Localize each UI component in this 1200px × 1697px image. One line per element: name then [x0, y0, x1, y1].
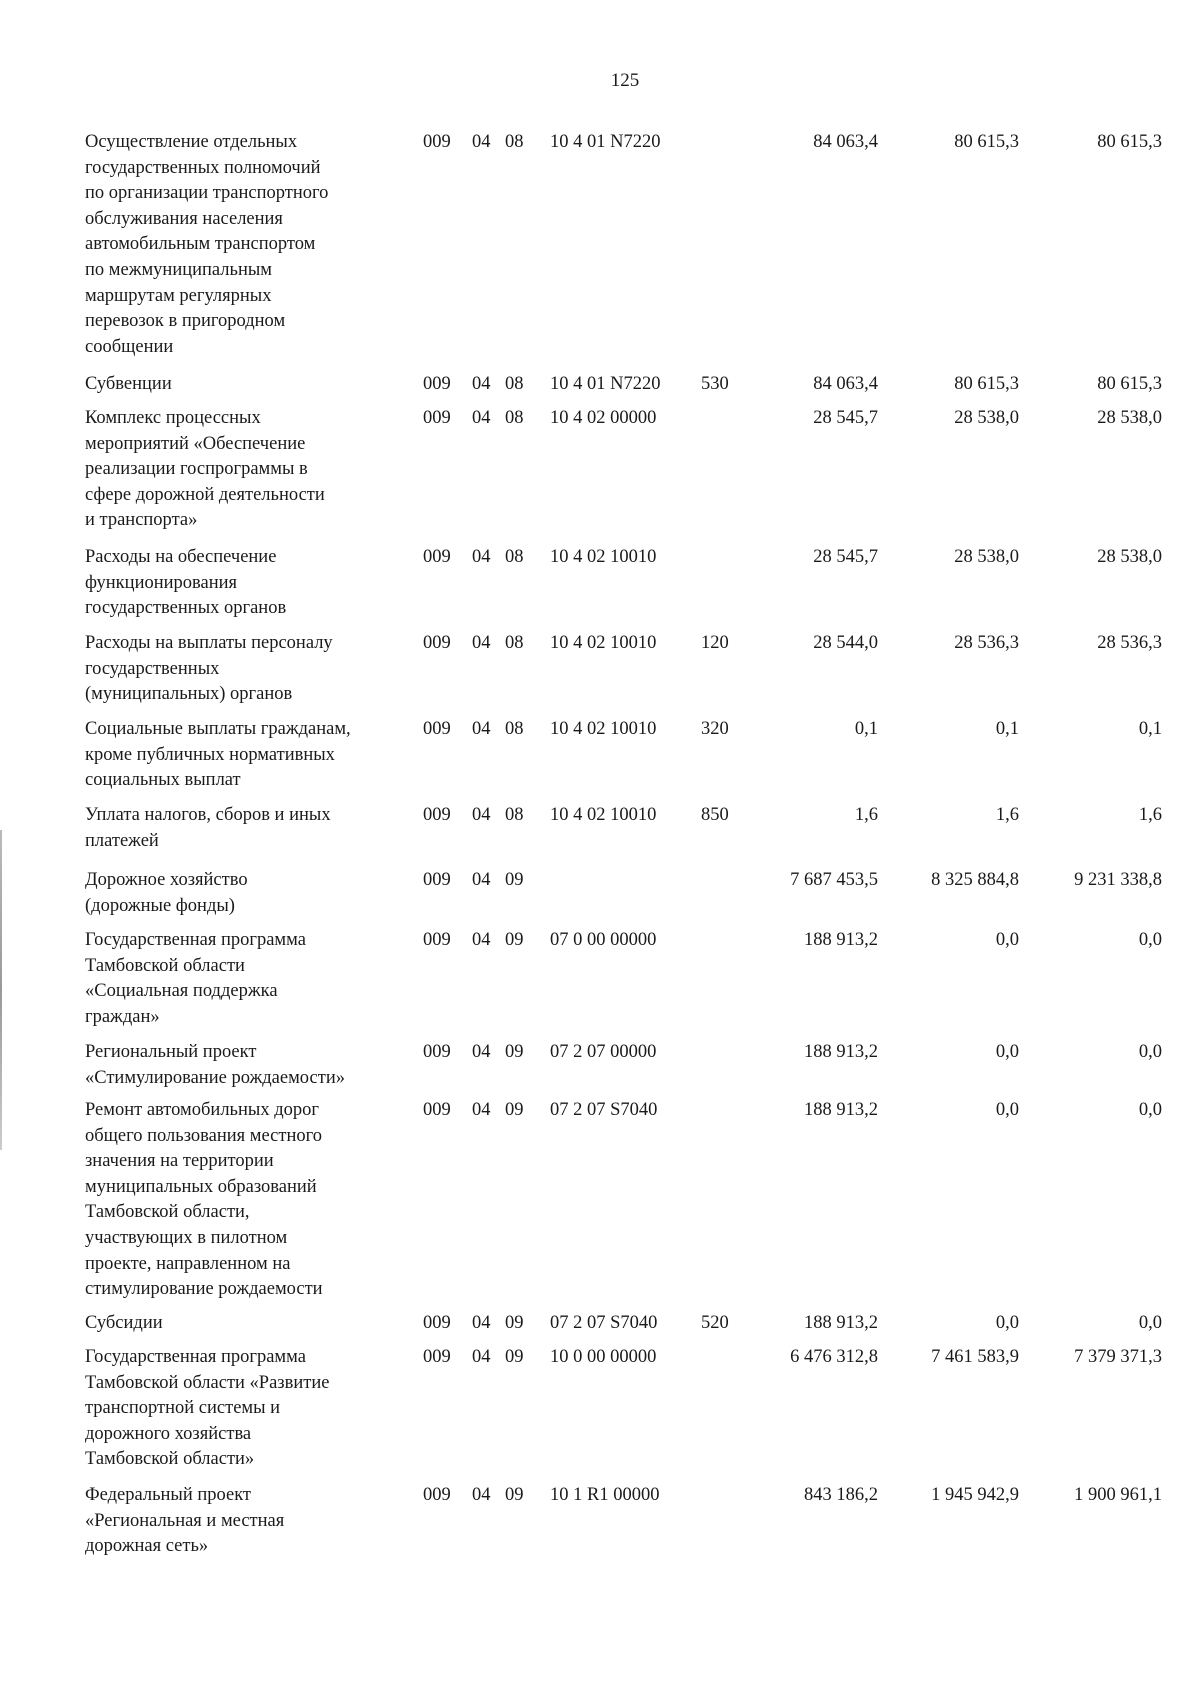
ved-code: 009: [423, 1100, 451, 1120]
section-code: 04: [472, 930, 491, 950]
row-name-line: автомобильным транспортом: [85, 234, 316, 255]
row-name-line: стимулирование рождаемости: [85, 1279, 323, 1300]
row-name-line: дорожная сеть»: [85, 1536, 209, 1557]
row-name-line: «Стимулирование рождаемости»: [85, 1067, 345, 1088]
row-name-line: Расходы на выплаты персоналу: [85, 633, 333, 653]
row-name-line: Расходы на обеспечение: [85, 547, 277, 567]
ved-code: 009: [423, 633, 451, 653]
row-name: [85, 545, 415, 622]
amount-year-2: 8 325 884,8: [931, 870, 1019, 890]
amount-year-2: 0,1: [995, 719, 1019, 739]
page-number: 125: [610, 70, 640, 91]
row-name-line: сообщении: [85, 336, 174, 357]
amount-year-1: 0,1: [854, 719, 878, 739]
row-name-line: реализации госпрограммы в: [85, 459, 308, 480]
ved-code: 009: [423, 547, 451, 567]
amount-year-3: 80 615,3: [1097, 374, 1162, 394]
amount-year-1: 84 063,4: [813, 132, 878, 152]
subsection-code: 09: [505, 1313, 524, 1333]
row-name-line: проекте, направленном на: [85, 1253, 291, 1274]
amount-year-1: 7 687 453,5: [790, 870, 878, 890]
row-name: [85, 1098, 415, 1303]
row-name: [85, 928, 415, 1030]
section-code: 04: [472, 132, 491, 152]
amount-year-3: 80 615,3: [1097, 132, 1162, 152]
amount-year-3: 28 538,0: [1097, 408, 1162, 428]
subsection-code: 08: [505, 719, 524, 739]
amount-year-3: 0,1: [1138, 719, 1162, 739]
row-name-line: обслуживания населения: [85, 208, 283, 229]
row-name-line: Уплата налогов, сборов и иных: [85, 805, 331, 825]
amount-year-2: 7 461 583,9: [931, 1347, 1019, 1367]
subsection-code: 08: [505, 374, 524, 394]
row-name-line: «Региональная и местная: [85, 1510, 285, 1531]
ved-code: 009: [423, 805, 451, 825]
row-name-line: по организации транспортного: [85, 183, 329, 204]
row-name-line: транспортной системы и: [85, 1398, 281, 1419]
target-article-code: 10 1 R1 00000: [550, 1485, 660, 1505]
row-name-line: платежей: [85, 830, 159, 851]
target-article-code: 10 4 02 10010: [550, 719, 657, 739]
row-name-line: перевозок в пригородном: [85, 311, 286, 332]
row-name-line: Тамбовской области «Развитие: [85, 1372, 330, 1393]
row-name: [85, 406, 415, 534]
row-name-line: Ремонт автомобильных дорог: [85, 1100, 319, 1120]
expense-type-code: 120: [701, 633, 729, 653]
amount-year-1: 28 545,7: [813, 408, 878, 428]
subsection-code: 08: [505, 633, 524, 653]
target-article-code: 10 4 01 N7220: [550, 132, 661, 152]
row-name-line: значения на территории: [85, 1151, 274, 1172]
ved-code: 009: [423, 719, 451, 739]
amount-year-3: 1,6: [1138, 805, 1162, 825]
amount-year-1: 188 913,2: [804, 930, 878, 950]
amount-year-3: 9 231 338,8: [1074, 870, 1162, 890]
subsection-code: 09: [505, 870, 524, 890]
row-name: [85, 1483, 415, 1560]
amount-year-2: 1 945 942,9: [931, 1485, 1019, 1505]
row-name-line: участвующих в пилотном: [85, 1227, 288, 1248]
amount-year-3: 7 379 371,3: [1074, 1347, 1162, 1367]
target-article-code: 10 4 02 10010: [550, 547, 657, 567]
row-name-line: Субсидии: [85, 1313, 163, 1333]
row-name: [85, 803, 415, 854]
amount-year-1: 188 913,2: [804, 1313, 878, 1333]
row-name: [85, 1311, 415, 1337]
row-name-line: (муниципальных) органов: [85, 684, 293, 705]
target-article-code: 10 4 02 00000: [550, 408, 657, 428]
amount-year-2: 28 538,0: [954, 408, 1019, 428]
row-name-line: дорожного хозяйства: [85, 1423, 252, 1444]
subsection-code: 09: [505, 1100, 524, 1120]
amount-year-2: 0,0: [995, 1042, 1019, 1062]
ved-code: 009: [423, 132, 451, 152]
amount-year-2: 80 615,3: [954, 374, 1019, 394]
amount-year-2: 80 615,3: [954, 132, 1019, 152]
amount-year-3: 28 538,0: [1097, 547, 1162, 567]
row-name-line: Тамбовской области,: [85, 1202, 250, 1223]
amount-year-3: 1 900 961,1: [1074, 1485, 1162, 1505]
row-name-line: «Социальная поддержка: [85, 981, 278, 1002]
ved-code: 009: [423, 1347, 451, 1367]
subsection-code: 08: [505, 132, 524, 152]
target-article-code: 07 2 07 S7040: [550, 1313, 658, 1333]
amount-year-1: 188 913,2: [804, 1042, 878, 1062]
section-code: 04: [472, 870, 491, 890]
row-name-line: Осуществление отдельных: [85, 132, 298, 152]
row-name-line: государственных: [85, 658, 220, 679]
row-name-line: и транспорта»: [85, 510, 198, 531]
amount-year-1: 188 913,2: [804, 1100, 878, 1120]
ved-code: 009: [423, 1485, 451, 1505]
ved-code: 009: [423, 930, 451, 950]
target-article-code: 07 2 07 00000: [550, 1042, 657, 1062]
amount-year-1: 28 544,0: [813, 633, 878, 653]
row-name-line: социальных выплат: [85, 770, 241, 791]
ved-code: 009: [423, 374, 451, 394]
subsection-code: 08: [505, 805, 524, 825]
amount-year-3: 0,0: [1138, 930, 1162, 950]
amount-year-2: 28 536,3: [954, 633, 1019, 653]
subsection-code: 08: [505, 547, 524, 567]
row-name: [85, 631, 415, 708]
subsection-code: 08: [505, 408, 524, 428]
amount-year-1: 6 476 312,8: [790, 1347, 878, 1367]
section-code: 04: [472, 805, 491, 825]
section-code: 04: [472, 408, 491, 428]
ved-code: 009: [423, 870, 451, 890]
row-name: [85, 372, 415, 398]
amount-year-2: 1,6: [995, 805, 1019, 825]
amount-year-3: 0,0: [1138, 1100, 1162, 1120]
row-name-line: функционирования: [85, 572, 238, 593]
amount-year-2: 0,0: [995, 1313, 1019, 1333]
amount-year-3: 28 536,3: [1097, 633, 1162, 653]
amount-year-2: 0,0: [995, 930, 1019, 950]
row-name-line: Государственная программа: [85, 930, 306, 950]
ved-code: 009: [423, 1042, 451, 1062]
subsection-code: 09: [505, 1485, 524, 1505]
subsection-code: 09: [505, 1042, 524, 1062]
section-code: 04: [472, 1042, 491, 1062]
amount-year-1: 1,6: [854, 805, 878, 825]
row-name-line: Федеральный проект: [85, 1485, 252, 1505]
row-name-line: (дорожные фонды): [85, 895, 235, 916]
row-name-line: Дорожное хозяйство: [85, 870, 248, 890]
target-article-code: 10 4 01 N7220: [550, 374, 661, 394]
amount-year-1: 84 063,4: [813, 374, 878, 394]
section-code: 04: [472, 1347, 491, 1367]
expense-type-code: 320: [701, 719, 729, 739]
scan-margin-line: [0, 830, 2, 1150]
row-name-line: граждан»: [85, 1006, 160, 1027]
row-name-line: государственных органов: [85, 598, 287, 619]
row-name-line: по межмуниципальным: [85, 259, 273, 280]
row-name-line: Региональный проект: [85, 1042, 257, 1062]
section-code: 04: [472, 547, 491, 567]
expense-type-code: 520: [701, 1313, 729, 1333]
ved-code: 009: [423, 1313, 451, 1333]
amount-year-2: 28 538,0: [954, 547, 1019, 567]
row-name-line: общего пользования местного: [85, 1125, 322, 1146]
row-name-line: Государственная программа: [85, 1347, 306, 1367]
expense-type-code: 850: [701, 805, 729, 825]
row-name: [85, 1345, 415, 1473]
ved-code: 009: [423, 408, 451, 428]
row-name-line: мероприятий «Обеспечение: [85, 433, 306, 454]
row-name: [85, 868, 415, 919]
row-name-line: маршрутам регулярных: [85, 285, 272, 306]
amount-year-3: 0,0: [1138, 1313, 1162, 1333]
section-code: 04: [472, 1100, 491, 1120]
row-name-line: Тамбовской области»: [85, 1449, 255, 1470]
section-code: 04: [472, 1313, 491, 1333]
subsection-code: 09: [505, 1347, 524, 1367]
section-code: 04: [472, 719, 491, 739]
target-article-code: 07 0 00 00000: [550, 930, 657, 950]
section-code: 04: [472, 374, 491, 394]
row-name: [85, 130, 415, 360]
target-article-code: 10 4 02 10010: [550, 633, 657, 653]
row-name-line: кроме публичных нормативных: [85, 744, 335, 765]
section-code: 04: [472, 633, 491, 653]
target-article-code: 10 4 02 10010: [550, 805, 657, 825]
amount-year-1: 843 186,2: [804, 1485, 878, 1505]
section-code: 04: [472, 1485, 491, 1505]
row-name: [85, 1040, 415, 1091]
row-name-line: Тамбовской области: [85, 955, 245, 976]
row-name-line: государственных полномочий: [85, 157, 321, 178]
row-name-line: Социальные выплаты гражданам,: [85, 719, 351, 739]
target-article-code: 10 0 00 00000: [550, 1347, 657, 1367]
expense-type-code: 530: [701, 374, 729, 394]
row-name-line: Субвенции: [85, 374, 172, 394]
row-name-line: Комплекс процессных: [85, 408, 261, 428]
row-name: [85, 717, 415, 794]
amount-year-1: 28 545,7: [813, 547, 878, 567]
target-article-code: 07 2 07 S7040: [550, 1100, 658, 1120]
row-name-line: муниципальных образований: [85, 1176, 317, 1197]
amount-year-3: 0,0: [1138, 1042, 1162, 1062]
amount-year-2: 0,0: [995, 1100, 1019, 1120]
row-name-line: сфере дорожной деятельности: [85, 484, 325, 505]
subsection-code: 09: [505, 930, 524, 950]
